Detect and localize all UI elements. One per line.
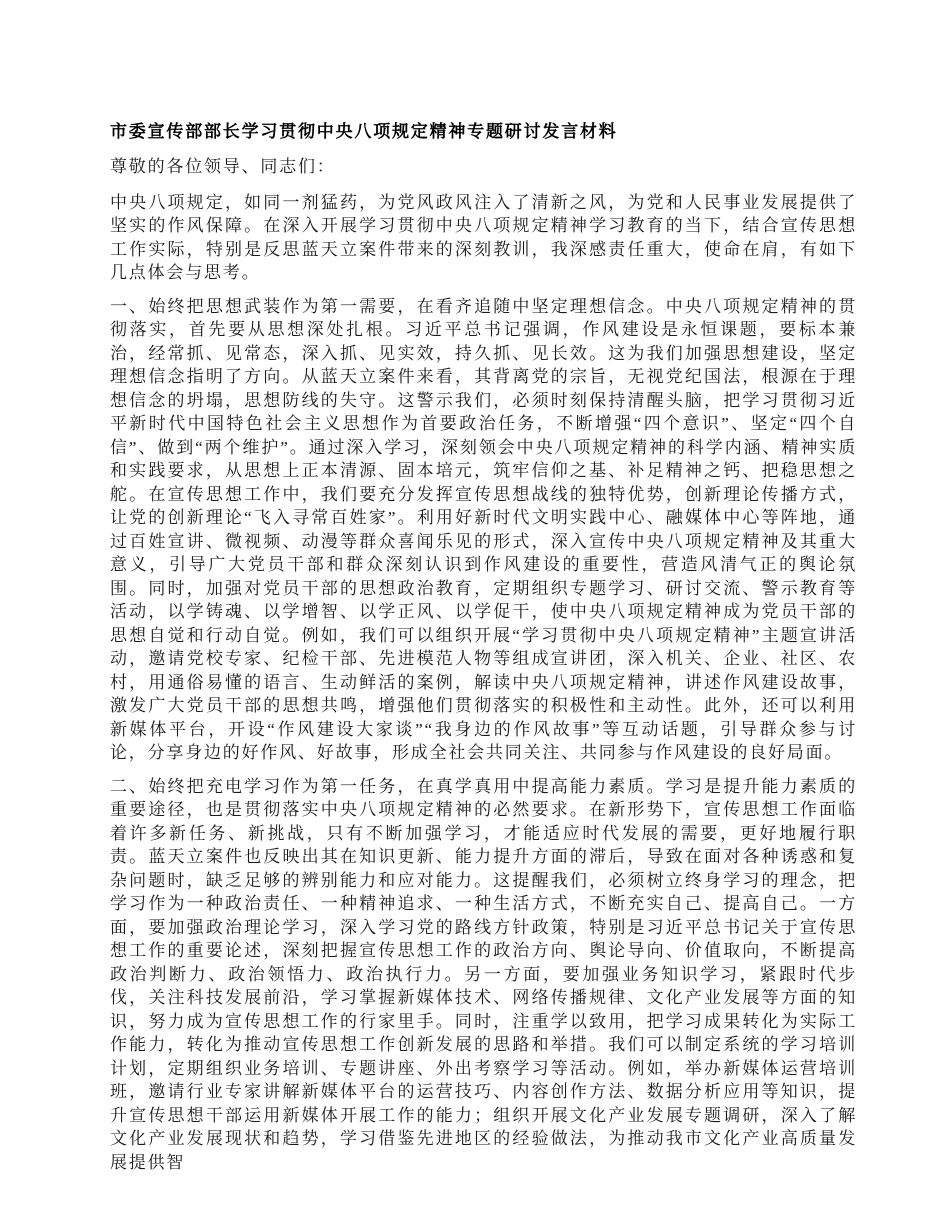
paragraph-section-one: 一、始终把思想武装作为第一需要，在看齐追随中坚定理想信念。中央八项规定精神的贯彻落实，首先要从思想深处扎根。习近平总书记强调，作风建设是永恒课题，要标本兼治，经常抓、见常态，深入抓、见实效，持久抓、见长效。这为我们加强思想建设，坚定理想信念指明了方向。从蓝天立案件来看，其背离党的宗旨，无视党纪国法，根源在于理想信念的坍塌，思想防线的失守。这警示我们，必须时刻保持清醒头脑，把学习贯彻习近平新时代中国特色社会主义思想作为首要政治任务，不断增强“四个意识”、坚定“四个自信”、做到“两个维护”。通过深入学习，深刻领会中央八项规定精神的科学内涵、精神实质和实践要求，从思想上正本清源、固本培元，筑牢信仰之基、补足精神之钙、把稳思想之舵。在宣传思想工作中，我们要充分发挥宣传思想战线的独特优势，创新理论传播方式，让党的创新理论“飞入寻常百姓家”。利用好新时代文明实践中心、融媒体中心等阵地，通过百姓宣讲、微视频、动漫等群众喜闻乐见的形式，深入宣传中央八项规定精神及其重大意义，引导广大党员干部和群众深刻认识到作风建设的重要性，营造风清气正的舆论氛围。同时，加强对党员干部的思想政治教育，定期组织专题学习、研讨交流、警示教育等活动，以学铸魂、以学增智、以学正风、以学促干，使中央八项规定精神成为党员干部的思想自觉和行动自觉。例如，我们可以组织开展“学习贯彻中央八项规定精神”主题宣讲活动，邀请党校专家、纪检干部、先进模范人物等组成宣讲团，深入机关、企业、社区、农村，用通俗易懂的语言、生动鲜活的案例，解读中央八项规定精神，讲述作风建设故事，激发广大党员干部的思想共鸣，增强他们贯彻落实的积极性和主动性。此外，还可以利用新媒体平台，开设“作风建设大家谈”“我身边的作风故事”等互动话题，引导群众参与讨论，分享身边的好作风、好故事，形成全社会共同关注、共同参与作风建设的良好局面。 [110, 296, 857, 762]
paragraph-intro: 中央八项规定，如同一剂猛药，为党风政风注入了清新之风，为党和人民事业发展提供了坚实的作风保障。在深入开展学习贯彻中央八项规定精神学习教育的当下，结合宣传思想工作实际，特别是反思蓝天立案件带来的深刻教训，我深感责任重大，使命在肩，有如下几点体会与思考。 [110, 192, 857, 282]
paragraph-section-two: 二、始终把充电学习作为第一任务，在真学真用中提高能力素质。学习是提升能力素质的重要途径，也是贯彻落实中央八项规定精神的必然要求。在新形势下，宣传思想工作面临着许多新任务、新挑战，只有不断加强学习，才能适应时代发展的需要，更好地履行职责。蓝天立案件也反映出其在知识更新、能力提升方面的滞后，导致在面对各种诱惑和复杂问题时，缺乏足够的辨别能力和应对能力。这提醒我们，必须树立终身学习的理念，把学习作为一种政治责任、一种精神追求、一种生活方式，不断充实自己、提高自己。一方面，要加强政治理论学习，深入学习党的路线方针政策，特别是习近平总书记关于宣传思想工作的重要论述，深刻把握宣传思想工作的政治方向、舆论导向、价值取向，不断提高政治判断力、政治领悟力、政治执行力。另一方面，要加强业务知识学习，紧跟时代步伐，关注科技发展前沿，学习掌握新媒体技术、网络传播规律、文化产业发展等方面的知识，努力成为宣传思想工作的行家里手。同时，注重学以致用，把学习成果转化为实际工作能力，转化为推动宣传思想工作创新发展的思路和举措。我们可以制定系统的学习培训计划，定期组织业务培训、专题讲座、外出考察学习等活动。例如，举办新媒体运营培训班，邀请行业专家讲解新媒体平台的运营技巧、内容创作方法、数据分析应用等知识，提升宣传思想干部运用新媒体开展工作的能力；组织开展文化产业发展专题调研，深入了解文化产业发展现状和趋势，学习借鉴先进地区的经验做法，为推动我市文化产业高质量发展提供智 [110, 776, 857, 1172]
document-title: 市委宣传部部长学习贯彻中央八项规定精神专题研讨发言材料 [110, 122, 618, 141]
salutation: 尊敬的各位领导、同志们： [110, 157, 336, 176]
